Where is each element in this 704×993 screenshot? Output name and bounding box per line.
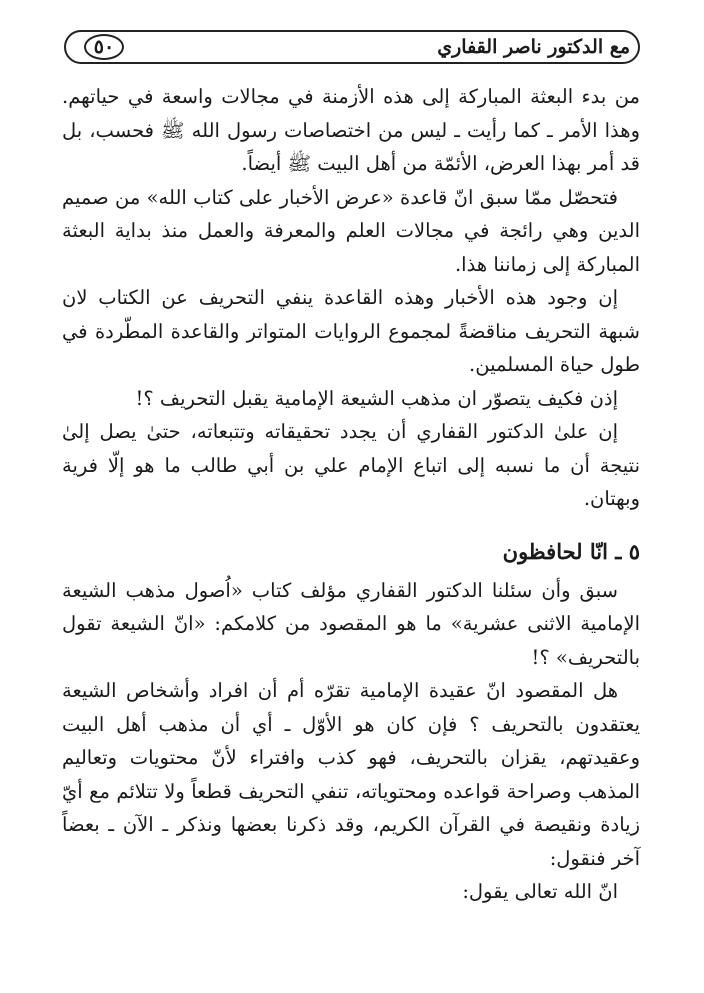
paragraph-3: إن وجود هذه الأخبار وهذه القاعدة ينفي التحريف عن الكتاب لان شبهة التحريف مناقضةً لمجموع الروايات المتواتر والقاعدة المطّردة في طول حياة المسلمين. (62, 286, 640, 376)
section-paragraph-2: هل المقصود انّ عقيدة الإمامية تقرّه أم أن افراد وأشخاص الشيعة يعتقدون بالتحريف ؟ فإن كان هو الأوّل ـ أي أن مذهب أهل البيت وعقيدتهم، يقزان بالتحريف، فهو كذب وافتراء لأنّ محتويات وتعاليم المذهب وصراحة قواعده ومحتوياته، تنفي التحريف قطعاً ولا تتلائم مع أيّ زيادة ونقيصة في القرآن الكريم، وقد ذكرنا بعضها ونذكر ـ الآن ـ بعضاً آخر فنقول: (62, 679, 640, 870)
paragraph-5: إن علىٰ الدكتور القفاري أن يجدد تحقيقاته وتتبعاته، حتىٰ يصل إلىٰ نتيجة أن ما نسبه إلى اتباع الإمام علي بن أبي طالب ما هو إلّا فرية وبهتان. (62, 420, 640, 510)
page-number: ٥٠ (84, 34, 124, 60)
paragraph-1: من بدء البعثة المباركة إلى هذه الأزمنة في مجالات واسعة في حياتهم. وهذا الأمر ـ كما رأيت ـ ليس من اختصاصات رسول الله ﷺ فحسب، بل قد أمر بهذا العرض، الأئمّة من أهل البيت ﷺ أيضاً. (62, 85, 640, 175)
running-header (64, 30, 640, 64)
header-title: مع الدكتور ناصر القفاري (437, 36, 630, 58)
section-paragraph-1: سبق وأن سئلنا الدكتور القفاري مؤلف كتاب «اُصول مذهب الشيعة الإمامية الاثنى عشرية» ما هو المقصود من كلامكم: «انّ الشيعة تقول بالتحريف» ؟! (62, 578, 640, 669)
body-text (62, 80, 640, 909)
paragraph-2: فتحصّل ممّا سبق انّ قاعدة «عرض الأخبار على كتاب الله» من صميم الدين وهي رائجة في مجالات العلم والمعرفة والعمل منذ بداية البعثة المباركة إلى زماننا هذا. (62, 185, 640, 276)
section-heading: ٥ ـ انّا لحافظون (502, 538, 640, 564)
section-paragraph-3: انّ الله تعالى يقول: (462, 880, 618, 903)
paragraph-4: إذن فكيف يتصوّر ان مذهب الشيعة الإمامية يقبل التحريف ؟! (135, 386, 618, 410)
